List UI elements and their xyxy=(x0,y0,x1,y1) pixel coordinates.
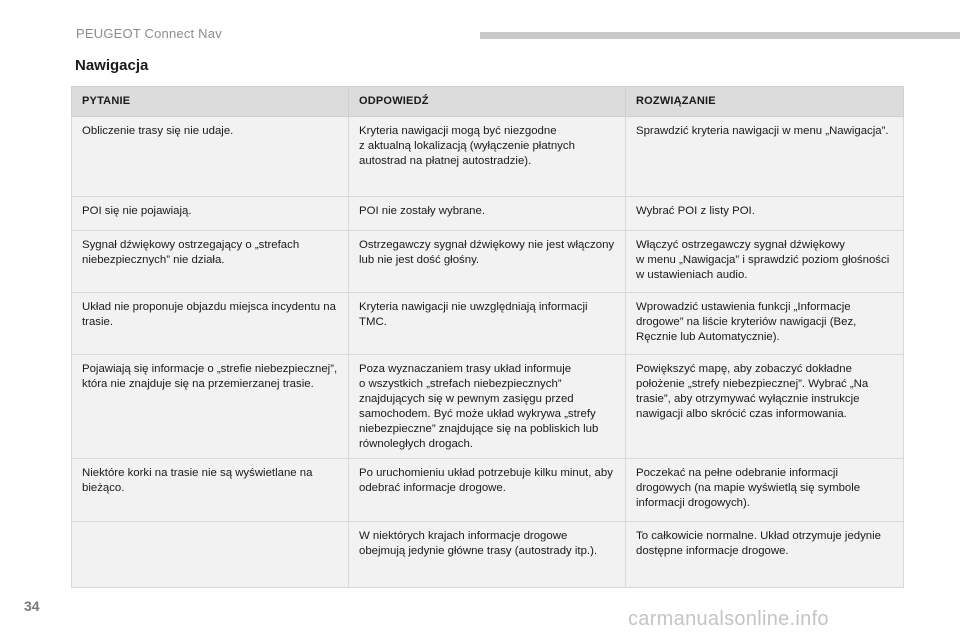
table-row xyxy=(72,459,904,522)
section-title: Nawigacja xyxy=(75,57,149,74)
solution-cell: Wybrać POI z listy POI. xyxy=(626,197,904,231)
table-row xyxy=(72,117,904,197)
table-row xyxy=(72,293,904,355)
page-number: 34 xyxy=(24,598,40,614)
answer-cell: W niektórych krajach informacje drogowe obejmują jedynie główne trasy (autostrady itp.). xyxy=(349,522,626,588)
answer-cell: Poza wyznaczaniem trasy układ informuje o wszystkich „strefach niebezpiecznych” znajdujących się w pewnym zasięgu przed samochodem. Być może układ wykrywa „strefy niebezpieczne” znajdujące się na pobliskich lub równoległych drogach. xyxy=(349,355,626,459)
question-cell: Sygnał dźwiękowy ostrzegający o „strefach niebezpiecznych” nie działa. xyxy=(72,231,349,293)
question-cell: Pojawiają się informacje o „strefie niebezpiecznej”, która nie znajduje się na przemierzanej trasie. xyxy=(72,355,349,459)
question-cell xyxy=(72,522,349,588)
answer-cell: Kryteria nawigacji mogą być niezgodne z aktualną lokalizacją (wyłączenie płatnych autostrad na płatnej autostradzie). xyxy=(349,117,626,197)
table-row xyxy=(72,197,904,231)
table-header-row xyxy=(72,87,904,117)
column-header-question: PYTANIE xyxy=(72,87,349,117)
column-header-solution: ROZWIĄZANIE xyxy=(626,87,904,117)
answer-cell: POI nie zostały wybrane. xyxy=(349,197,626,231)
solution-cell: Poczekać na pełne odebranie informacji drogowych (na mapie wyświetlą się symbole informacji drogowych). xyxy=(626,459,904,522)
running-header-title: PEUGEOT Connect Nav xyxy=(76,26,222,41)
solution-cell: To całkowicie normalne. Układ otrzymuje jedynie dostępne informacje drogowe. xyxy=(626,522,904,588)
question-cell: POI się nie pojawiają. xyxy=(72,197,349,231)
answer-cell: Kryteria nawigacji nie uwzględniają informacji TMC. xyxy=(349,293,626,355)
answer-cell: Ostrzegawczy sygnał dźwiękowy nie jest włączony lub nie jest dość głośny. xyxy=(349,231,626,293)
table-row xyxy=(72,355,904,459)
solution-cell: Wprowadzić ustawienia funkcji „Informacje drogowe” na liście kryteriów nawigacji (Bez, Ręcznie lub Automatycznie). xyxy=(626,293,904,355)
question-cell: Obliczenie trasy się nie udaje. xyxy=(72,117,349,197)
solution-cell: Powiększyć mapę, aby zobaczyć dokładne położenie „strefy niebezpiecznej”. Wybrać „Na trasie”, aby otrzymywać wyłącznie instrukcje nawigacji albo skrócić czas informowania. xyxy=(626,355,904,459)
solution-cell: Sprawdzić kryteria nawigacji w menu „Nawigacja”. xyxy=(626,117,904,197)
solution-cell: Włączyć ostrzegawczy sygnał dźwiękowy w menu „Nawigacja” i sprawdzić poziom głośności w ustawieniach audio. xyxy=(626,231,904,293)
faq-table xyxy=(71,86,904,588)
table-row xyxy=(72,231,904,293)
question-cell: Niektóre korki na trasie nie są wyświetlane na bieżąco. xyxy=(72,459,349,522)
table-row xyxy=(72,522,904,588)
header-bar xyxy=(480,32,960,39)
question-cell: Układ nie proponuje objazdu miejsca incydentu na trasie. xyxy=(72,293,349,355)
column-header-answer: ODPOWIEDŹ xyxy=(349,87,626,117)
watermark: carmanualsonline.info xyxy=(628,608,829,630)
answer-cell: Po uruchomieniu układ potrzebuje kilku minut, aby odebrać informacje drogowe. xyxy=(349,459,626,522)
